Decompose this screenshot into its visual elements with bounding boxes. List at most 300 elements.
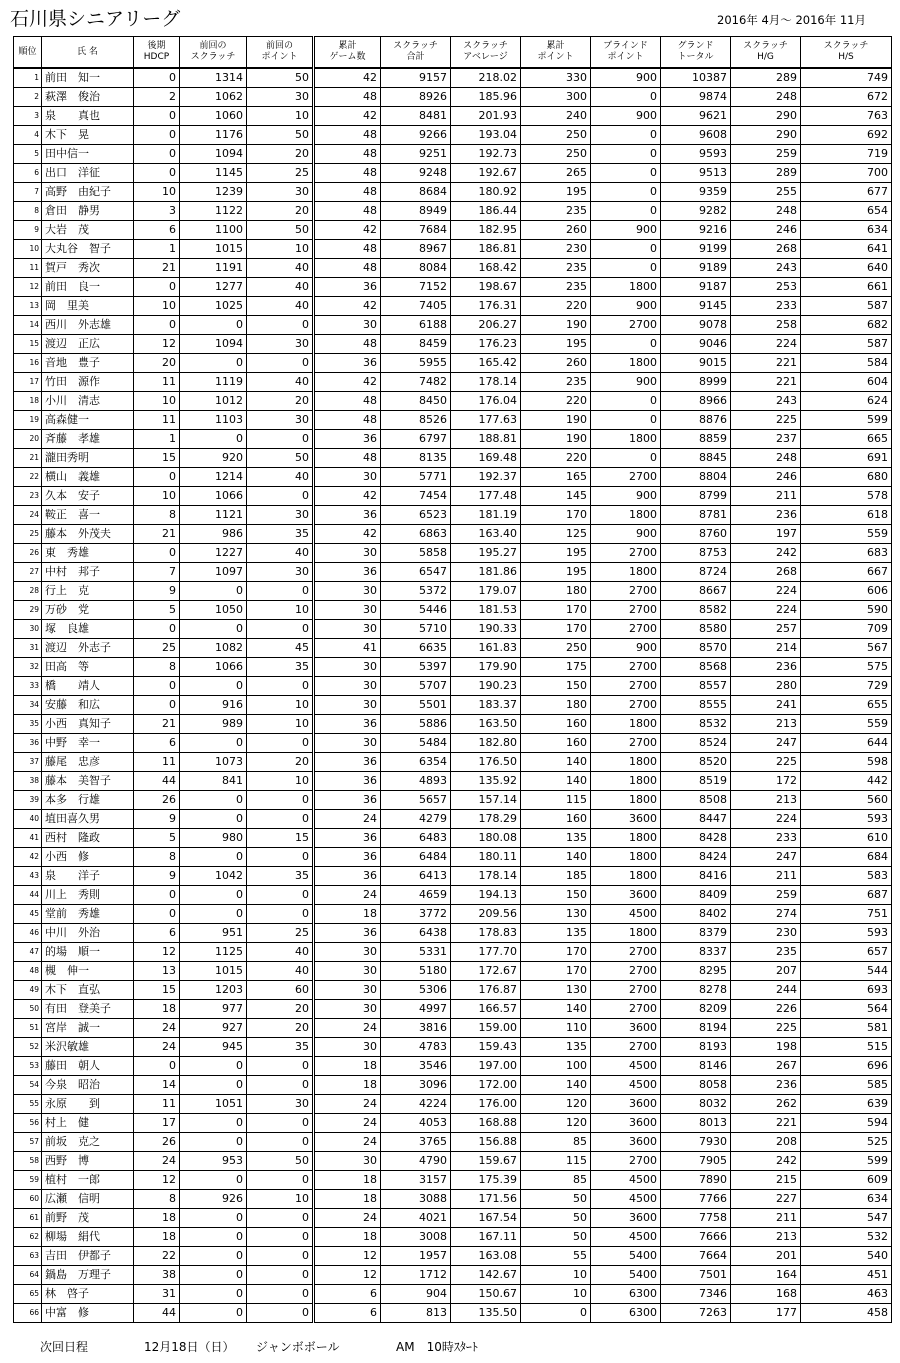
col-name-cell: 的場 順一: [42, 943, 134, 962]
col-rank-cell: 36: [14, 734, 42, 753]
col-hdcp-cell: 8: [134, 848, 180, 867]
col-grand-total-cell: 9513: [661, 164, 731, 183]
col-grand-total-cell: 9199: [661, 240, 731, 259]
col-hdcp-cell: 24: [134, 1019, 180, 1038]
col-points-cell: 250: [521, 126, 591, 145]
col-games-cell: 24: [314, 1209, 381, 1228]
col-prev-scratch-cell: 1060: [180, 107, 247, 126]
col-points-cell: 175: [521, 658, 591, 677]
col-high-game-cell: 236: [731, 506, 801, 525]
col-games-cell: 30: [314, 1152, 381, 1171]
col-rank-cell: 25: [14, 525, 42, 544]
col-games-cell: 30: [314, 1000, 381, 1019]
col-scratch-average-cell: 176.23: [451, 335, 521, 354]
col-high-series-cell: 598: [801, 753, 892, 772]
col-points-cell: 240: [521, 107, 591, 126]
col-prev-points-cell: 20: [247, 202, 314, 221]
col-prev-points-cell: 40: [247, 962, 314, 981]
col-high-series-cell: 682: [801, 316, 892, 335]
col-scratch-total-cell: 8949: [381, 202, 451, 221]
col-scratch-total-cell: 6863: [381, 525, 451, 544]
season-period: 2016年 4月～ 2016年 11月: [717, 13, 866, 27]
col-high-series-cell: 581: [801, 1019, 892, 1038]
col-scratch-average-cell: 176.50: [451, 753, 521, 772]
col-scratch-average-cell: 135.92: [451, 772, 521, 791]
col-hdcp-cell: 14: [134, 1076, 180, 1095]
col-prev-points-cell: 0: [247, 1285, 314, 1304]
col-grand-total-cell: 7501: [661, 1266, 731, 1285]
col-grand-total-cell: 8428: [661, 829, 731, 848]
col-hdcp-cell: 13: [134, 962, 180, 981]
col-name-cell: 林 啓子: [42, 1285, 134, 1304]
col-games-cell: 30: [314, 943, 381, 962]
col-games-cell: 24: [314, 886, 381, 905]
col-prev-points-header: 前回の ポイント: [247, 37, 314, 69]
table-row: [14, 335, 892, 354]
col-scratch-total-cell: 4893: [381, 772, 451, 791]
col-scratch-total-cell: 8450: [381, 392, 451, 411]
col-points-cell: 140: [521, 1000, 591, 1019]
col-scratch-average-cell: 142.67: [451, 1266, 521, 1285]
col-high-game-cell: 241: [731, 696, 801, 715]
col-high-game-cell: 233: [731, 829, 801, 848]
col-scratch-total-cell: 4783: [381, 1038, 451, 1057]
col-points-cell: 135: [521, 1038, 591, 1057]
col-blind-points-cell: 900: [591, 487, 661, 506]
col-scratch-average-cell: 172.00: [451, 1076, 521, 1095]
col-games-cell: 48: [314, 145, 381, 164]
col-scratch-average-cell: 168.88: [451, 1114, 521, 1133]
col-high-series-cell: 594: [801, 1114, 892, 1133]
col-name-cell: 中富 修: [42, 1304, 134, 1323]
table-row: [14, 221, 892, 240]
col-scratch-total-cell: 7454: [381, 487, 451, 506]
col-prev-scratch-cell: 0: [180, 1247, 247, 1266]
col-rank-cell: 20: [14, 430, 42, 449]
table-row: [14, 924, 892, 943]
col-name-cell: 高森健一: [42, 411, 134, 430]
col-scratch-total-cell: 6635: [381, 639, 451, 658]
col-prev-points-cell: 20: [247, 1019, 314, 1038]
col-blind-points-cell: 0: [591, 145, 661, 164]
col-scratch-total-cell: 5707: [381, 677, 451, 696]
table-row: [14, 1171, 892, 1190]
col-rank-cell: 37: [14, 753, 42, 772]
col-points-cell: 170: [521, 506, 591, 525]
col-prev-points-cell: 0: [247, 1114, 314, 1133]
col-grand-total-cell: 8447: [661, 810, 731, 829]
col-scratch-total-cell: 8526: [381, 411, 451, 430]
col-name-cell: 瀧田秀明: [42, 449, 134, 468]
col-blind-points-cell: 1800: [591, 772, 661, 791]
table-row: [14, 658, 892, 677]
col-scratch-average-cell: 182.80: [451, 734, 521, 753]
col-grand-total-cell: 8409: [661, 886, 731, 905]
col-grand-total-cell: 9078: [661, 316, 731, 335]
col-blind-points-cell: 6300: [591, 1285, 661, 1304]
col-prev-points-cell: 30: [247, 563, 314, 582]
col-rank-cell: 11: [14, 259, 42, 278]
col-games-cell: 30: [314, 677, 381, 696]
col-high-series-cell: 564: [801, 1000, 892, 1019]
table-row: [14, 1000, 892, 1019]
col-points-cell: 150: [521, 677, 591, 696]
col-prev-scratch-cell: 0: [180, 582, 247, 601]
col-scratch-total-cell: 5446: [381, 601, 451, 620]
col-high-series-cell: 696: [801, 1057, 892, 1076]
col-high-series-cell: 667: [801, 563, 892, 582]
table-row: [14, 582, 892, 601]
col-prev-scratch-cell: 0: [180, 905, 247, 924]
col-hdcp-cell: 10: [134, 487, 180, 506]
col-name-cell: 前坂 克之: [42, 1133, 134, 1152]
col-scratch-total-cell: 4224: [381, 1095, 451, 1114]
col-high-game-cell: 280: [731, 677, 801, 696]
col-name-cell: 埴田喜久男: [42, 810, 134, 829]
col-scratch-total-cell: 4790: [381, 1152, 451, 1171]
col-blind-points-cell: 1800: [591, 430, 661, 449]
col-high-game-cell: 247: [731, 848, 801, 867]
col-hdcp-header: 後期 HDCP: [134, 37, 180, 69]
col-prev-points-cell: 30: [247, 183, 314, 202]
col-grand-total-cell: 8568: [661, 658, 731, 677]
col-scratch-average-cell: 178.29: [451, 810, 521, 829]
col-blind-points-cell: 3600: [591, 1019, 661, 1038]
col-rank-cell: 32: [14, 658, 42, 677]
col-high-series-cell: 593: [801, 810, 892, 829]
col-grand-total-cell: 7263: [661, 1304, 731, 1323]
col-hdcp-cell: 44: [134, 1304, 180, 1323]
col-name-cell: 前野 茂: [42, 1209, 134, 1228]
col-games-cell: 36: [314, 829, 381, 848]
col-prev-points-cell: 0: [247, 886, 314, 905]
col-high-series-cell: 624: [801, 392, 892, 411]
col-points-cell: 10: [521, 1285, 591, 1304]
col-high-series-cell: 599: [801, 1152, 892, 1171]
col-name-cell: 斉藤 孝雄: [42, 430, 134, 449]
col-games-cell: 36: [314, 430, 381, 449]
col-prev-points-cell: 40: [247, 373, 314, 392]
col-high-game-cell: 225: [731, 411, 801, 430]
col-rank-cell: 33: [14, 677, 42, 696]
col-grand-total-cell: 8013: [661, 1114, 731, 1133]
col-points-cell: 110: [521, 1019, 591, 1038]
col-scratch-total-cell: 6438: [381, 924, 451, 943]
col-name-cell: 小川 清志: [42, 392, 134, 411]
col-prev-scratch-cell: 986: [180, 525, 247, 544]
col-points-cell: 195: [521, 183, 591, 202]
table-row: [14, 1114, 892, 1133]
col-name-cell: 竹田 源作: [42, 373, 134, 392]
col-games-cell: 48: [314, 335, 381, 354]
col-rank-cell: 3: [14, 107, 42, 126]
col-prev-points-cell: 20: [247, 753, 314, 772]
col-rank-cell: 40: [14, 810, 42, 829]
table-row: [14, 1095, 892, 1114]
col-games-cell: 36: [314, 753, 381, 772]
col-scratch-average-cell: 159.67: [451, 1152, 521, 1171]
table-row: [14, 449, 892, 468]
col-prev-scratch-cell: 0: [180, 734, 247, 753]
col-scratch-average-cell: 159.00: [451, 1019, 521, 1038]
col-points-cell: 10: [521, 1266, 591, 1285]
col-scratch-total-cell: 3157: [381, 1171, 451, 1190]
col-name-cell: 泉 洋子: [42, 867, 134, 886]
col-prev-points-cell: 30: [247, 335, 314, 354]
col-high-series-cell: 687: [801, 886, 892, 905]
col-scratch-total-cell: 4659: [381, 886, 451, 905]
col-rank-cell: 58: [14, 1152, 42, 1171]
col-high-game-cell: 207: [731, 962, 801, 981]
col-prev-points-cell: 35: [247, 525, 314, 544]
col-rank-cell: 59: [14, 1171, 42, 1190]
col-hdcp-cell: 8: [134, 658, 180, 677]
col-prev-points-cell: 0: [247, 620, 314, 639]
col-rank-cell: 23: [14, 487, 42, 506]
col-blind-points-cell: 4500: [591, 1057, 661, 1076]
table-row: [14, 1152, 892, 1171]
col-games-cell: 36: [314, 867, 381, 886]
col-games-cell: 12: [314, 1247, 381, 1266]
col-high-game-cell: 213: [731, 715, 801, 734]
col-high-series-cell: 544: [801, 962, 892, 981]
col-games-cell: 30: [314, 468, 381, 487]
col-hdcp-cell: 0: [134, 278, 180, 297]
col-high-series-cell: 590: [801, 601, 892, 620]
table-row: [14, 373, 892, 392]
col-scratch-average-cell: 193.04: [451, 126, 521, 145]
col-games-cell: 30: [314, 620, 381, 639]
col-prev-scratch-cell: 1239: [180, 183, 247, 202]
col-scratch-total-cell: 5955: [381, 354, 451, 373]
col-grand-total-cell: 8570: [661, 639, 731, 658]
col-hdcp-cell: 9: [134, 582, 180, 601]
col-hdcp-cell: 20: [134, 354, 180, 373]
col-high-game-cell: 258: [731, 316, 801, 335]
col-rank-cell: 43: [14, 867, 42, 886]
col-prev-scratch-cell: 1042: [180, 867, 247, 886]
col-name-cell: 藤本 美智子: [42, 772, 134, 791]
table-row: [14, 905, 892, 924]
col-high-series-cell: 599: [801, 411, 892, 430]
col-high-series-cell: 584: [801, 354, 892, 373]
col-high-game-cell: 268: [731, 240, 801, 259]
col-hdcp-cell: 15: [134, 981, 180, 1000]
col-scratch-average-cell: 157.14: [451, 791, 521, 810]
col-high-series-cell: 547: [801, 1209, 892, 1228]
col-prev-scratch-cell: 0: [180, 848, 247, 867]
col-hdcp-cell: 12: [134, 943, 180, 962]
col-high-game-cell: 214: [731, 639, 801, 658]
col-hdcp-cell: 6: [134, 221, 180, 240]
col-points-cell: 145: [521, 487, 591, 506]
col-games-cell: 6: [314, 1304, 381, 1323]
col-hdcp-cell: 5: [134, 601, 180, 620]
col-name-cell: 堂前 秀雄: [42, 905, 134, 924]
col-name-cell: 前田 良一: [42, 278, 134, 297]
col-prev-points-cell: 25: [247, 164, 314, 183]
col-points-cell: 160: [521, 734, 591, 753]
col-rank-cell: 38: [14, 772, 42, 791]
col-points-cell: 190: [521, 411, 591, 430]
col-high-game-cell: 248: [731, 449, 801, 468]
col-blind-points-cell: 0: [591, 259, 661, 278]
col-hdcp-cell: 6: [134, 734, 180, 753]
col-grand-total-cell: 8278: [661, 981, 731, 1000]
table-row: [14, 867, 892, 886]
col-rank-cell: 28: [14, 582, 42, 601]
col-hdcp-cell: 26: [134, 1133, 180, 1152]
col-high-game-cell: 198: [731, 1038, 801, 1057]
col-prev-points-cell: 10: [247, 240, 314, 259]
col-grand-total-cell: 8876: [661, 411, 731, 430]
col-high-game-cell: 268: [731, 563, 801, 582]
col-prev-points-cell: 0: [247, 1266, 314, 1285]
col-grand-total-cell: 8760: [661, 525, 731, 544]
col-name-cell: 泉 真也: [42, 107, 134, 126]
col-scratch-average-cell: 175.39: [451, 1171, 521, 1190]
col-high-game-cell: 262: [731, 1095, 801, 1114]
col-prev-points-cell: 0: [247, 354, 314, 373]
col-blind-points-header: ブラインド ポイント: [591, 37, 661, 69]
col-scratch-total-cell: 8967: [381, 240, 451, 259]
col-high-series-cell: 442: [801, 772, 892, 791]
col-points-cell: 190: [521, 316, 591, 335]
col-high-series-cell: 644: [801, 734, 892, 753]
col-grand-total-cell: 8379: [661, 924, 731, 943]
col-grand-total-cell: 8557: [661, 677, 731, 696]
col-games-cell: 42: [314, 107, 381, 126]
col-scratch-total-cell: 5858: [381, 544, 451, 563]
col-points-cell: 265: [521, 164, 591, 183]
table-row: [14, 411, 892, 430]
col-grand-total-cell: 8667: [661, 582, 731, 601]
col-scratch-total-cell: 813: [381, 1304, 451, 1323]
col-rank-cell: 44: [14, 886, 42, 905]
table-row: [14, 1304, 892, 1323]
col-scratch-total-cell: 5372: [381, 582, 451, 601]
col-prev-scratch-cell: 1103: [180, 411, 247, 430]
col-scratch-average-cell: 180.11: [451, 848, 521, 867]
table-row: [14, 316, 892, 335]
col-high-series-cell: 559: [801, 525, 892, 544]
col-prev-points-cell: 0: [247, 1209, 314, 1228]
next-schedule-venue: ジャンボボール: [256, 1340, 340, 1354]
col-blind-points-cell: 1800: [591, 506, 661, 525]
col-hdcp-cell: 24: [134, 1038, 180, 1057]
col-points-cell: 220: [521, 297, 591, 316]
col-hdcp-cell: 18: [134, 1228, 180, 1247]
col-grand-total-cell: 7766: [661, 1190, 731, 1209]
col-high-series-cell: 641: [801, 240, 892, 259]
col-rank-cell: 2: [14, 88, 42, 107]
col-prev-scratch-cell: 1277: [180, 278, 247, 297]
col-prev-points-cell: 15: [247, 829, 314, 848]
col-blind-points-cell: 5400: [591, 1266, 661, 1285]
col-scratch-average-cell: 185.96: [451, 88, 521, 107]
col-games-cell: 42: [314, 221, 381, 240]
col-hdcp-cell: 1: [134, 240, 180, 259]
col-scratch-average-cell: 197.00: [451, 1057, 521, 1076]
col-scratch-total-cell: 8135: [381, 449, 451, 468]
col-name-cell: 田中信一: [42, 145, 134, 164]
col-prev-points-cell: 10: [247, 107, 314, 126]
col-games-cell: 48: [314, 411, 381, 430]
col-prev-points-cell: 40: [247, 259, 314, 278]
col-high-game-cell: 225: [731, 753, 801, 772]
col-high-game-cell: 244: [731, 981, 801, 1000]
standings-body: [14, 68, 892, 1323]
col-games-cell: 36: [314, 506, 381, 525]
col-scratch-average-cell: 186.81: [451, 240, 521, 259]
col-scratch-average-cell: 163.50: [451, 715, 521, 734]
col-scratch-total-cell: 8684: [381, 183, 451, 202]
col-rank-cell: 1: [14, 68, 42, 88]
col-prev-points-cell: 0: [247, 1228, 314, 1247]
col-scratch-total-cell: 3772: [381, 905, 451, 924]
col-rank-cell: 54: [14, 1076, 42, 1095]
col-blind-points-cell: 900: [591, 639, 661, 658]
col-blind-points-cell: 2700: [591, 468, 661, 487]
col-rank-cell: 63: [14, 1247, 42, 1266]
col-high-series-cell: 661: [801, 278, 892, 297]
col-hdcp-cell: 5: [134, 829, 180, 848]
col-prev-points-cell: 20: [247, 392, 314, 411]
col-high-game-cell: 248: [731, 88, 801, 107]
col-grand-total-cell: 9282: [661, 202, 731, 221]
col-scratch-total-cell: 1957: [381, 1247, 451, 1266]
col-prev-scratch-cell: 1094: [180, 335, 247, 354]
col-hdcp-cell: 44: [134, 772, 180, 791]
col-blind-points-cell: 1800: [591, 829, 661, 848]
col-games-cell: 42: [314, 297, 381, 316]
col-name-cell: 今泉 昭治: [42, 1076, 134, 1095]
col-high-series-cell: 655: [801, 696, 892, 715]
col-blind-points-cell: 2700: [591, 962, 661, 981]
col-rank-cell: 6: [14, 164, 42, 183]
col-scratch-average-cell: 181.53: [451, 601, 521, 620]
col-blind-points-cell: 3600: [591, 810, 661, 829]
table-row: [14, 107, 892, 126]
col-prev-points-cell: 10: [247, 715, 314, 734]
col-prev-scratch-cell: 0: [180, 620, 247, 639]
col-prev-scratch-cell: 1100: [180, 221, 247, 240]
col-high-series-cell: 610: [801, 829, 892, 848]
col-points-cell: 85: [521, 1133, 591, 1152]
col-high-series-cell: 749: [801, 68, 892, 88]
col-games-cell: 36: [314, 354, 381, 373]
table-row: [14, 620, 892, 639]
col-rank-cell: 56: [14, 1114, 42, 1133]
col-scratch-total-cell: 7684: [381, 221, 451, 240]
col-blind-points-cell: 2700: [591, 1038, 661, 1057]
col-high-series-cell: 585: [801, 1076, 892, 1095]
col-games-cell: 6: [314, 1285, 381, 1304]
col-hdcp-cell: 7: [134, 563, 180, 582]
col-name-header: 氏 名: [42, 37, 134, 69]
col-scratch-total-cell: 5331: [381, 943, 451, 962]
col-prev-points-cell: 0: [247, 1304, 314, 1323]
col-rank-cell: 5: [14, 145, 42, 164]
col-high-series-cell: 709: [801, 620, 892, 639]
col-rank-cell: 65: [14, 1285, 42, 1304]
col-games-cell: 30: [314, 582, 381, 601]
col-high-series-cell: 680: [801, 468, 892, 487]
col-scratch-total-cell: 7152: [381, 278, 451, 297]
col-name-cell: 中川 外治: [42, 924, 134, 943]
col-name-cell: 木下 直弘: [42, 981, 134, 1000]
col-grand-total-cell: 9216: [661, 221, 731, 240]
